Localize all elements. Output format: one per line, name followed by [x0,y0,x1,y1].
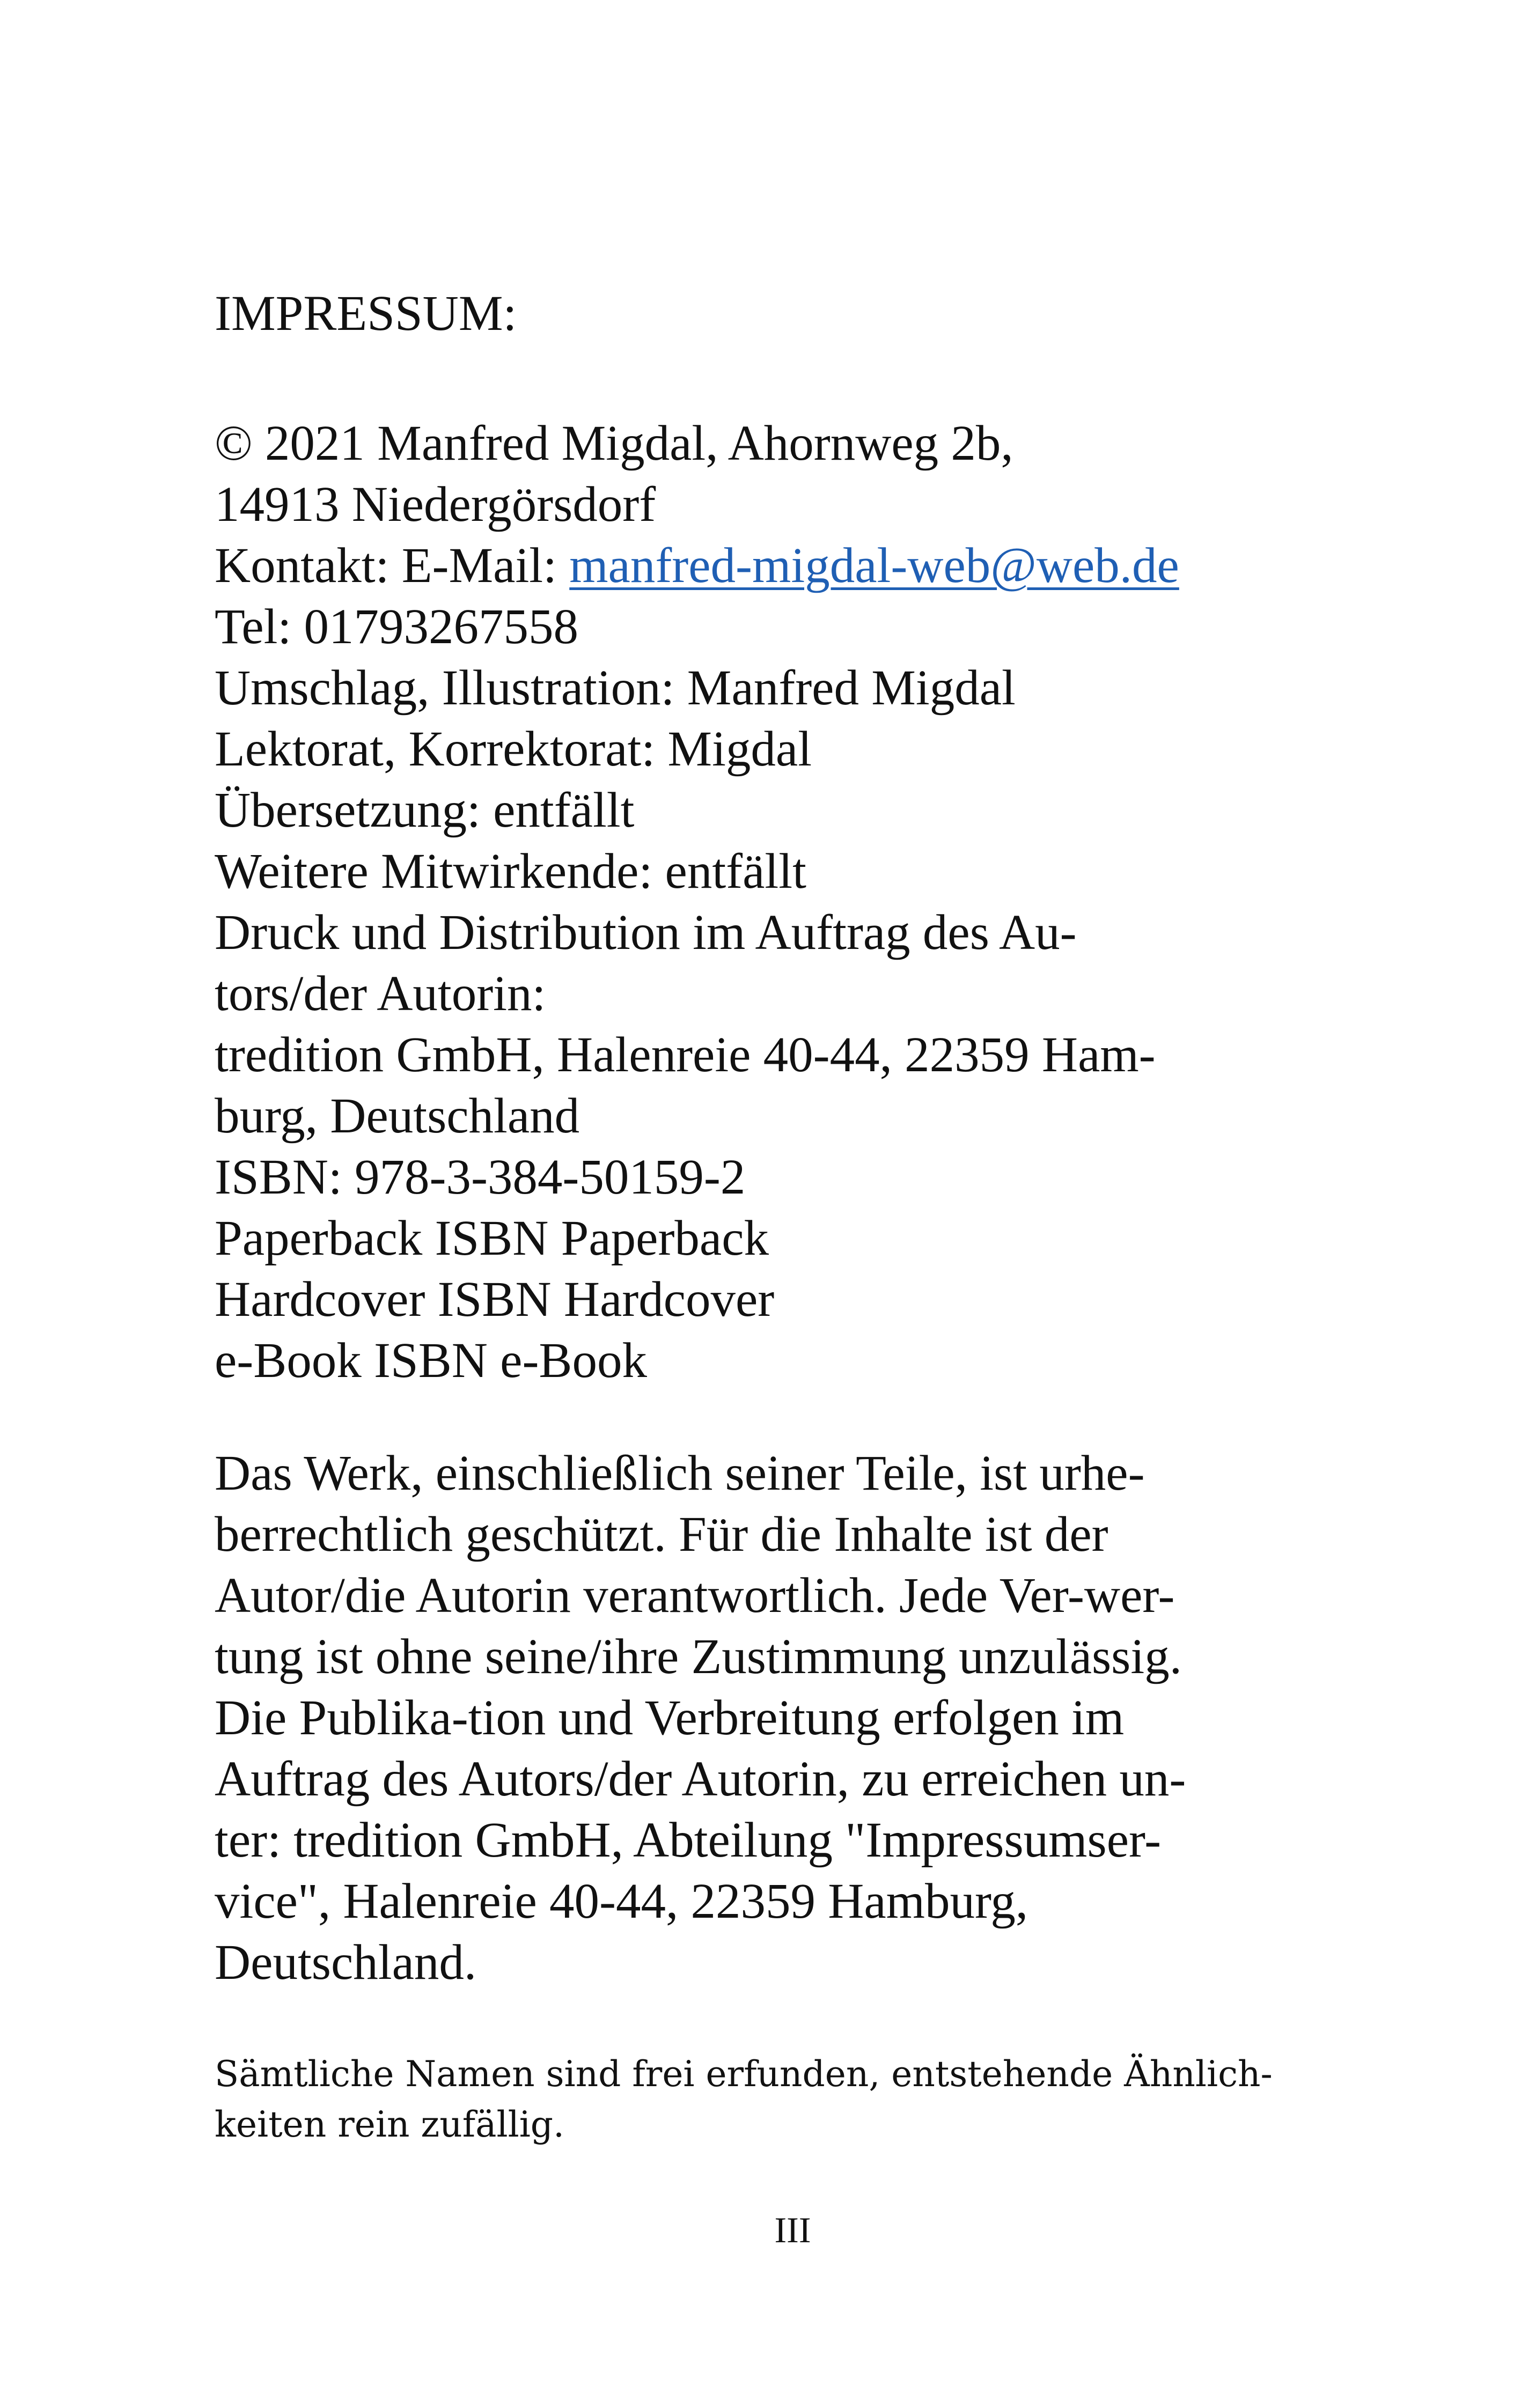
imprint-heading: IMPRESSUM: [215,286,517,341]
page-number: III [774,2210,811,2250]
notice-line: tung ist ohne seine/ihre Zustimmung unzulässig. [215,1629,1182,1684]
phone-line: Tel: 01793267558 [215,599,579,654]
distribution-line-2: tors/der Autorin: [215,966,546,1021]
publisher-line-1: tredition GmbH, Halenreie 40-44, 22359 Ham- [215,1027,1156,1083]
notice-line: Autor/die Autorin verantwortlich. Jede Ver-wer- [215,1568,1175,1623]
disclaimer-line-2: keiten rein zufällig. [215,2104,565,2145]
editing-credit-line: Lektorat, Korrektorat: Migdal [215,721,812,777]
copyright-line: © 2021 Manfred Migdal, Ahornweg 2b, [215,416,1013,471]
notice-line: vice", Halenreie 40-44, 22359 Hamburg, [215,1874,1028,1929]
notice-line: Das Werk, einschließlich seiner Teile, ist urhe- [215,1446,1145,1501]
contact-label: Kontakt: E-Mail: [215,538,570,593]
paperback-isbn-line: Paperback ISBN Paperback [215,1211,769,1266]
ebook-isbn-line: e-Book ISBN e-Book [215,1333,647,1388]
address-line: 14913 Niedergörsdorf [215,477,656,532]
contributors-line: Weitere Mitwirkende: entfällt [215,844,806,899]
contact-line [215,535,1179,597]
notice-line: berrechtlich geschützt. Für die Inhalte ist der [215,1507,1108,1562]
notice-line: ter: tredition GmbH, Abteilung "Impressumser- [215,1813,1162,1868]
publisher-line-2: burg, Deutschland [215,1088,580,1144]
hardcover-isbn-line: Hardcover ISBN Hardcover [215,1272,775,1327]
email-link[interactable]: manfred-migdal-web@web.de [569,538,1179,593]
notice-line: Deutschland. [215,1935,477,1990]
cover-credit-line: Umschlag, Illustration: Manfred Migdal [215,660,1016,716]
translation-line: Übersetzung: entfällt [215,783,635,838]
disclaimer-line-1: Sämtliche Namen sind frei erfunden, entstehende Ähnlich- [215,2053,1273,2095]
copyright-notice [215,1443,1186,1993]
notice-line: Auftrag des Autors/der Autorin, zu erreichen un- [215,1751,1186,1807]
isbn-line: ISBN: 978-3-384-50159-2 [215,1150,746,1205]
notice-line: Die Publika-tion und Verbreitung erfolgen im [215,1690,1125,1746]
fiction-disclaimer [215,2049,1273,2150]
distribution-line-1: Druck und Distribution im Auftrag des Au- [215,905,1077,960]
imprint-info [215,413,1179,1391]
